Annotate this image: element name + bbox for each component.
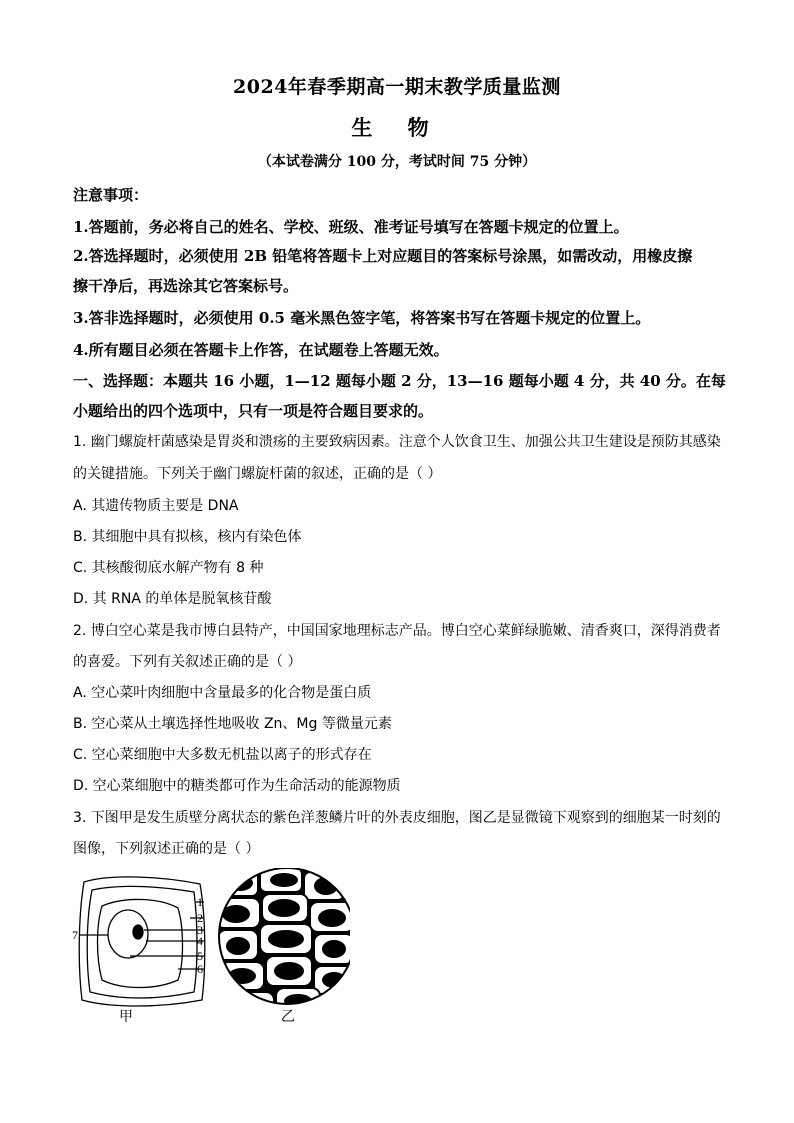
question-option: A. 空心菜叶肉细胞中含量最多的化合物是蛋白质: [73, 685, 372, 701]
label-3: 3: [197, 923, 203, 937]
question-option: A. 其遗传物质主要是 DNA: [73, 498, 239, 514]
instruction-item: 3.答非选择题时，必须使用 0.5 毫米黑色签字笔，将答案书写在答题卡规定的位置上。: [73, 309, 651, 327]
question-stem: 3. 下图甲是发生质壁分离状态的紫色洋葱鳞片叶的外表皮细胞，图乙是显微镜下观察到的细胞某一时刻的: [73, 810, 721, 826]
label-6: 6: [197, 962, 203, 976]
label-5: 5: [197, 949, 203, 963]
instruction-item: 1.答题前，务必将自己的姓名、学校、班级、准考证号填写在答题卡规定的位置上。: [73, 218, 629, 236]
question-stem: 的喜爱。下列有关叙述正确的是（ ）: [73, 654, 302, 670]
cell-diagram-jia: [79, 877, 205, 1006]
question-stem: 2. 博白空心菜是我市博白县特产，中国国家地理标志产品。博白空心菜鲜绿脆嫩、清香爽口，深得消费者: [73, 623, 721, 639]
exam-note: （本试卷满分 100 分，考试时间 75 分钟）: [257, 154, 537, 170]
figure-svg: [70, 868, 350, 1028]
section-heading: 一、选择题：本题共 16 小题，1—12 题每小题 2 分，13—16 题每小题 4 分，共 40 分。在每: [73, 372, 726, 390]
question-option: C. 其核酸彻底水解产物有 8 种: [73, 560, 264, 576]
microscope-view-yi: [216, 868, 350, 1018]
label-7: 7: [72, 928, 78, 942]
question-stem: 的关键措施。下列关于幽门螺旋杆菌的叙述，正确的是（ ）: [73, 466, 442, 482]
question-option: B. 其细胞中具有拟核，核内有染色体: [73, 529, 302, 545]
instruction-item: 4.所有题目必须在答题卡上作答，在试题卷上答题无效。: [73, 341, 449, 359]
question-option: D. 其 RNA 的单体是脱氧核苷酸: [73, 591, 272, 607]
exam-title: 2024年春季期高一期末教学质量监测: [233, 76, 561, 98]
caption-yi: 乙: [281, 1009, 295, 1025]
nucleus: [133, 925, 143, 939]
question-stem: 1. 幽门螺旋杆菌感染是胃炎和溃疡的主要致病因素。注意个人饮食卫生、加强公共卫生建设是预防其感染: [73, 434, 721, 450]
instruction-item: 2.答选择题时，必须使用 2B 铅笔将答题卡上对应题目的答案标号涂黑，如需改动，用橡皮擦: [73, 247, 693, 265]
question-option: B. 空心菜从土壤选择性地吸收 Zn、Mg 等微量元素: [73, 716, 392, 732]
label-1: 1: [197, 895, 203, 909]
caption-jia: 甲: [119, 1009, 133, 1025]
instruction-item: 擦干净后，再选涂其它答案标号。: [73, 277, 299, 295]
protoplast: [98, 899, 183, 987]
question-option: C. 空心菜细胞中大多数无机盐以离子的形式存在: [73, 747, 372, 763]
subject-title: 生 物: [351, 115, 443, 140]
section-heading: 小题给出的四个选项中，只有一项是符合题目要求的。: [73, 402, 434, 420]
figure-plasmolysis: [70, 868, 350, 1032]
question-option: D. 空心菜细胞中的糖类都可作为生命活动的能源物质: [73, 778, 401, 794]
label-4: 4: [197, 934, 203, 948]
question-stem: 图像，下列叙述正确的是（ ）: [73, 841, 260, 857]
cell: [230, 992, 274, 1018]
label-2: 2: [197, 911, 203, 925]
instructions-heading: 注意事项：: [73, 186, 149, 204]
